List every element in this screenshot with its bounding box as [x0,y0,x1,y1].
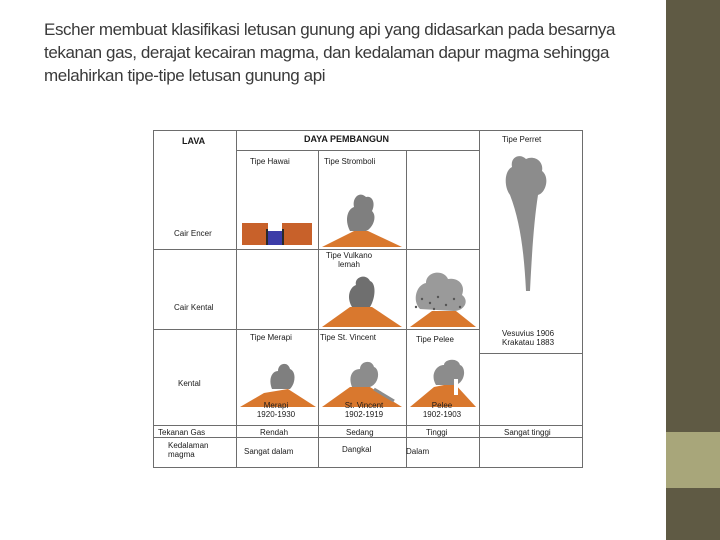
header-lava: LAVA [182,136,206,146]
label-vesuvius-krakatau: Vesuvius 1906 Krakatau 1883 [502,329,555,347]
tekanan-sedang: Sedang [346,428,374,437]
vulkano-volcano-illustration [322,277,402,327]
label-pelee-years: Pelee 1902-1903 [422,401,462,419]
tekanan-tinggi: Tinggi [426,428,448,437]
kedalaman-sangat-dalam: Sangat dalam [244,447,294,456]
row-kental: Kental [178,379,201,388]
kedalaman-dangkal: Dangkal [342,445,372,454]
tekanan-rendah: Rendah [260,428,289,437]
vulkano-ash-cloud-illustration [410,273,476,327]
header-daya-pembangun: DAYA PEMBANGUN [304,134,390,144]
perret-volcano-illustration [506,156,547,291]
label-tipe-pelee: Tipe Pelee [416,335,454,344]
label-merapi-years: Merapi 1920-1930 [256,401,296,419]
label-tipe-stromboli: Tipe Stromboli [324,157,376,166]
hawai-volcano-illustration [242,223,312,245]
row-cair-kental: Cair Kental [174,303,214,312]
row-tekanan-gas: Tekanan Gas [158,428,206,437]
label-tipe-vulkano: Tipe Vulkano lemah [326,251,373,269]
header-tipe-perret: Tipe Perret [502,135,542,144]
kedalaman-dalam: Dalam [406,447,430,456]
decorative-side-accent [666,432,720,488]
label-tipe-hawai: Tipe Hawai [250,157,290,166]
stromboli-volcano-illustration [322,195,402,247]
tekanan-sangat-tinggi: Sangat tinggi [504,428,551,437]
row-cair-encer: Cair Encer [174,229,212,238]
label-tipe-st-vincent: Tipe St. Vincent [320,333,377,342]
diagram-table [153,130,583,468]
label-st-vincent-years: St. Vincent 1902-1919 [344,401,384,419]
pelee-volcano-illustration [410,360,476,407]
label-tipe-merapi: Tipe Merapi [250,333,292,342]
slide-body-text: Escher membuat klasifikasi letusan gunung api yang didasarkan pada besarnya tekanan gas, derajat kecairan magma, dan kedalaman dapur magma sehingga melahirkan tipe-tipe letusan gunung api [44,20,616,85]
volcano-eruption-classification-diagram [145,122,585,470]
row-kedalaman-magma: Kedalaman magma [168,441,209,459]
